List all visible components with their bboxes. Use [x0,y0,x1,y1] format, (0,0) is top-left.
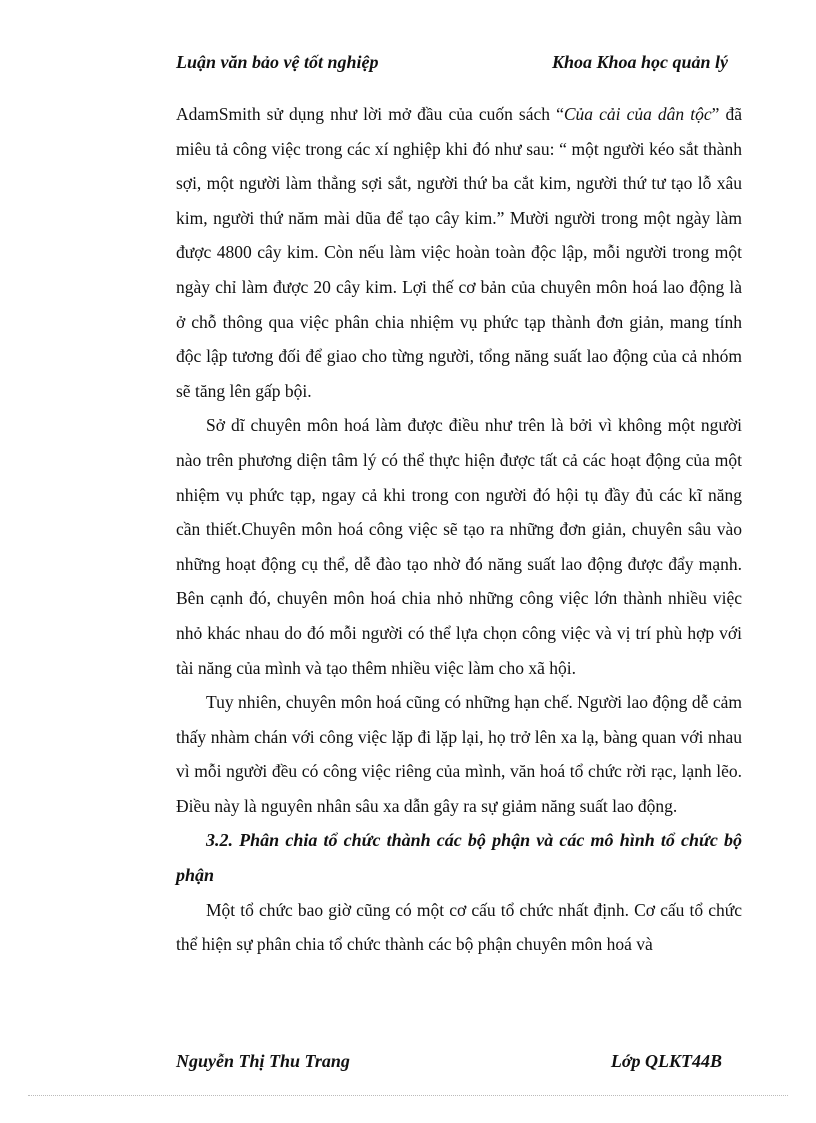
header-thesis-title: Luận văn bảo vệ tốt nghiệp [176,52,379,72]
paragraph-specialization-limits: Tuy nhiên, chuyên môn hoá cũng có những hạn chế. Người lao động dễ cảm thấy nhàm chán với công việc lặp đi lặp lại, họ trở lên xa lạ, bàng quan với nhau vì mỗi người đều có công việc riêng của mình, văn hoá tổ chức rời rạc, lạnh lẽo. Điều này là nguyên nhân sâu xa dẫn gây ra sự giảm năng suất lao động. [176,692,742,816]
paragraph-org-structure: Một tổ chức bao giờ cũng có một cơ cấu tổ chức nhất định. Cơ cấu tổ chức thể hiện sự phân chia tổ chức thành các bộ phận chuyên môn hoá và [176,899,742,955]
paragraph-text: ” đã miêu tả công việc trong các xí nghiệp khi đó như sau: “ một người kéo sắt thành sợi, một người làm thẳng sợi sắt, người thứ ba cắt kim, người thứ tư tạo lỗ xâu kim, người thứ năm mài dũa để tạo cây kim.” Mười người trong một ngày làm được 4800 cây kim. Còn nếu làm việc hoàn toàn độc lập, mỗi người trong một ngày chỉ làm được 20 cây kim. Lợi thế cơ bản của chuyên môn hoá lao động là ở chỗ thông qua việc phân chia nhiệm vụ phức tạp thành đơn giản, mang tính độc lập tương đối để giao cho từng người, tổng năng suất lao động của cả nhóm sẽ tăng lên gấp bội. [176,104,742,401]
footer-author: Nguyễn Thị Thu Trang [176,1051,350,1071]
paragraph-adam-smith [176,97,742,408]
section-heading: 3.2. Phân chia tổ chức thành các bộ phận và các mô hình tổ chức bộ phận [176,830,742,886]
document-body [176,97,742,962]
header-faculty: Khoa Khoa học quản lý [551,52,728,72]
page-bottom-edge [28,1095,788,1096]
paragraph-text: AdamSmith sử dụng như lời mở đầu của cuốn sách “ [176,104,564,124]
paragraph-specialization-benefits: Sở dĩ chuyên môn hoá làm được điều như trên là bởi vì không một người nào trên phương diện tâm lý có thể thực hiện được tất cả các hoạt động của một nhiệm vụ phức tạp, ngay cả khi trong con người đó hội tụ đầy đủ các kĩ năng cần thiết.Chuyên môn hoá công việc sẽ tạo ra những đơn giản, chuyên sâu vào những hoạt động cụ thể, dễ đào tạo nhờ đó năng suất lao động được đẩy mạnh. Bên cạnh đó, chuyên môn hoá chia nhỏ những công việc lớn thành nhiều việc nhỏ khác nhau do đó mỗi người có thể lựa chọn công việc và vị trí phù hợp với tài năng của mình và tạo thêm nhiều việc làm cho xã hội. [176,415,742,678]
footer-class: Lớp QLKT44B [610,1051,722,1071]
book-title: Của cải của dân tộc [563,104,712,124]
